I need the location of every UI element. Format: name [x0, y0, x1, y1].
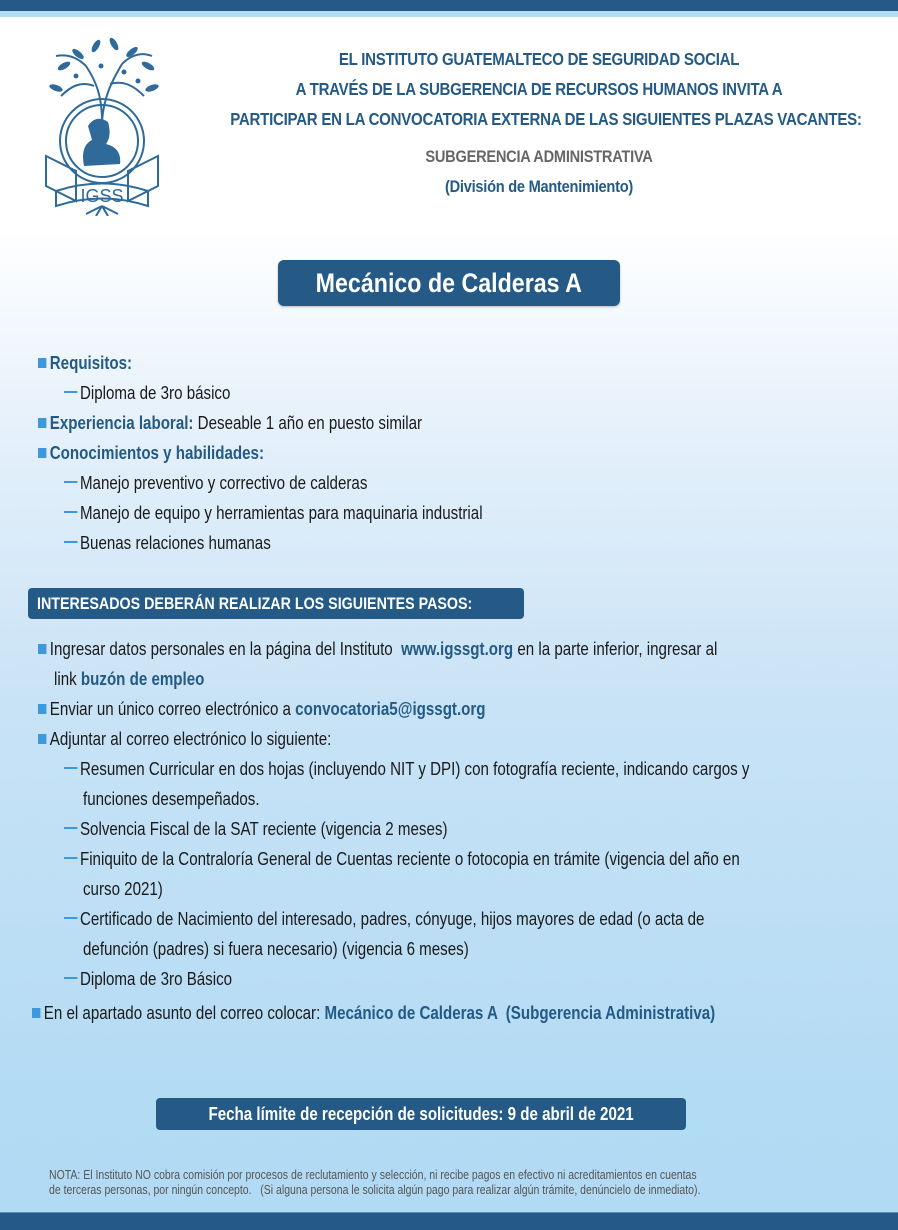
division-heading: (División de Mantenimiento)	[445, 177, 633, 196]
steps-banner: INTERESADOS DEBERÁN REALIZAR LOS SIGUIENTES PASOS:	[28, 588, 524, 619]
top-bar	[0, 0, 898, 11]
dash-bullet-icon	[64, 481, 77, 483]
deadline-badge: Fecha límite de recepción de solicitudes: 9 de abril de 2021	[156, 1098, 686, 1130]
list-item-continuation: link buzón de empleo	[54, 669, 205, 689]
dash-bullet-icon	[64, 977, 77, 979]
square-bullet-icon	[38, 448, 46, 458]
square-bullet-icon	[32, 1008, 40, 1018]
dash-bullet-icon	[64, 391, 77, 393]
igss-website-link[interactable]: www.igssgt.org	[401, 639, 514, 659]
attachment-item: Finiquito de la Contraloría General de Cuentas reciente o fotocopia en trámite (vigencia del año en	[38, 844, 880, 874]
attachment-item: Diploma de 3ro Básico	[38, 964, 880, 994]
square-bullet-icon	[38, 418, 46, 428]
list-subitem: Manejo preventivo y correctivo de calderas	[38, 468, 562, 498]
list-subitem: Diploma de 3ro básico	[38, 378, 562, 408]
header-line-1: EL INSTITUTO GUATEMALTECO DE SEGURIDAD SOCIAL	[338, 49, 740, 69]
list-item: Adjuntar al correo electrónico lo siguiente:	[38, 724, 880, 754]
attachment-item: Solvencia Fiscal de la SAT reciente (vigencia 2 meses)	[38, 814, 880, 844]
square-bullet-icon	[38, 704, 46, 714]
dash-bullet-icon	[64, 857, 77, 859]
header-line-3: PARTICIPAR EN LA CONVOCATORIA EXTERNA DE LAS SIGUIENTES PLAZAS VACANTES:	[230, 109, 862, 129]
list-item: Ingresar datos personales en la página del Instituto www.igssgt.org en la parte inferior, ingresar al	[38, 634, 880, 664]
requirements-list	[38, 348, 562, 558]
header-line-2: A TRAVÉS DE LA SUBGERENCIA DE RECURSOS HUMANOS INVITA A	[295, 79, 783, 99]
header	[180, 44, 898, 202]
list-item: Enviar un único correo electrónico a convocatoria5@igssgt.org	[38, 694, 880, 724]
list-item: Requisitos:	[38, 348, 562, 378]
email-link[interactable]: convocatoria5@igssgt.org	[295, 699, 486, 719]
list-item: En el apartado asunto del correo colocar: Mecánico de Calderas A (Subgerencia Administrativa)	[32, 998, 880, 1028]
note	[49, 1168, 879, 1198]
list-subitem: Manejo de equipo y herramientas para maquinaria industrial	[38, 498, 562, 528]
square-bullet-icon	[38, 734, 46, 744]
square-bullet-icon	[38, 644, 46, 654]
note-line-2: de terceras personas, por ningún concepto. (Si alguna persona le solicita algún pago para realizar algún trámite, denúncielo de inmediato).	[49, 1183, 701, 1197]
dash-bullet-icon	[64, 511, 77, 513]
list-item: Conocimientos y habilidades:	[38, 438, 562, 468]
subgerencia-heading: SUBGERENCIA ADMINISTRATIVA	[425, 147, 653, 166]
top-stripe	[0, 11, 898, 17]
bottom-bar	[0, 1212, 898, 1230]
steps-list	[38, 634, 880, 1028]
igss-logo-icon	[26, 26, 178, 216]
list-subitem: Buenas relaciones humanas	[38, 528, 562, 558]
attachment-item: Certificado de Nacimiento del interesado, padres, cónyuge, hijos mayores de edad (o acta de	[38, 904, 880, 934]
dash-bullet-icon	[64, 767, 77, 769]
attachment-item-continuation: defunción (padres) si fuera necesario) (vigencia 6 meses)	[83, 939, 469, 959]
buzon-empleo-link[interactable]: buzón de empleo	[80, 669, 205, 689]
dash-bullet-icon	[64, 827, 77, 829]
list-item: Experiencia laboral: Deseable 1 año en puesto similar	[38, 408, 562, 438]
email-subject: Mecánico de Calderas A (Subgerencia Administrativa)	[324, 1003, 716, 1023]
attachment-item: Resumen Curricular en dos hojas (incluyendo NIT y DPI) con fotografía reciente, indicando cargos y	[38, 754, 880, 784]
dash-bullet-icon	[64, 541, 77, 543]
square-bullet-icon	[38, 358, 46, 368]
attachment-item-continuation: curso 2021)	[83, 879, 163, 899]
dash-bullet-icon	[64, 917, 77, 919]
attachment-item-continuation: funciones desempeñados.	[83, 789, 260, 809]
job-title-badge: Mecánico de Calderas A	[278, 260, 620, 306]
note-line-1: NOTA: El Instituto NO cobra comisión por procesos de reclutamiento y selección, ni recibe pagos en efectivo ni acreditamientos en cuentas	[49, 1168, 697, 1182]
svg-text:IGSS: IGSS	[80, 186, 124, 206]
